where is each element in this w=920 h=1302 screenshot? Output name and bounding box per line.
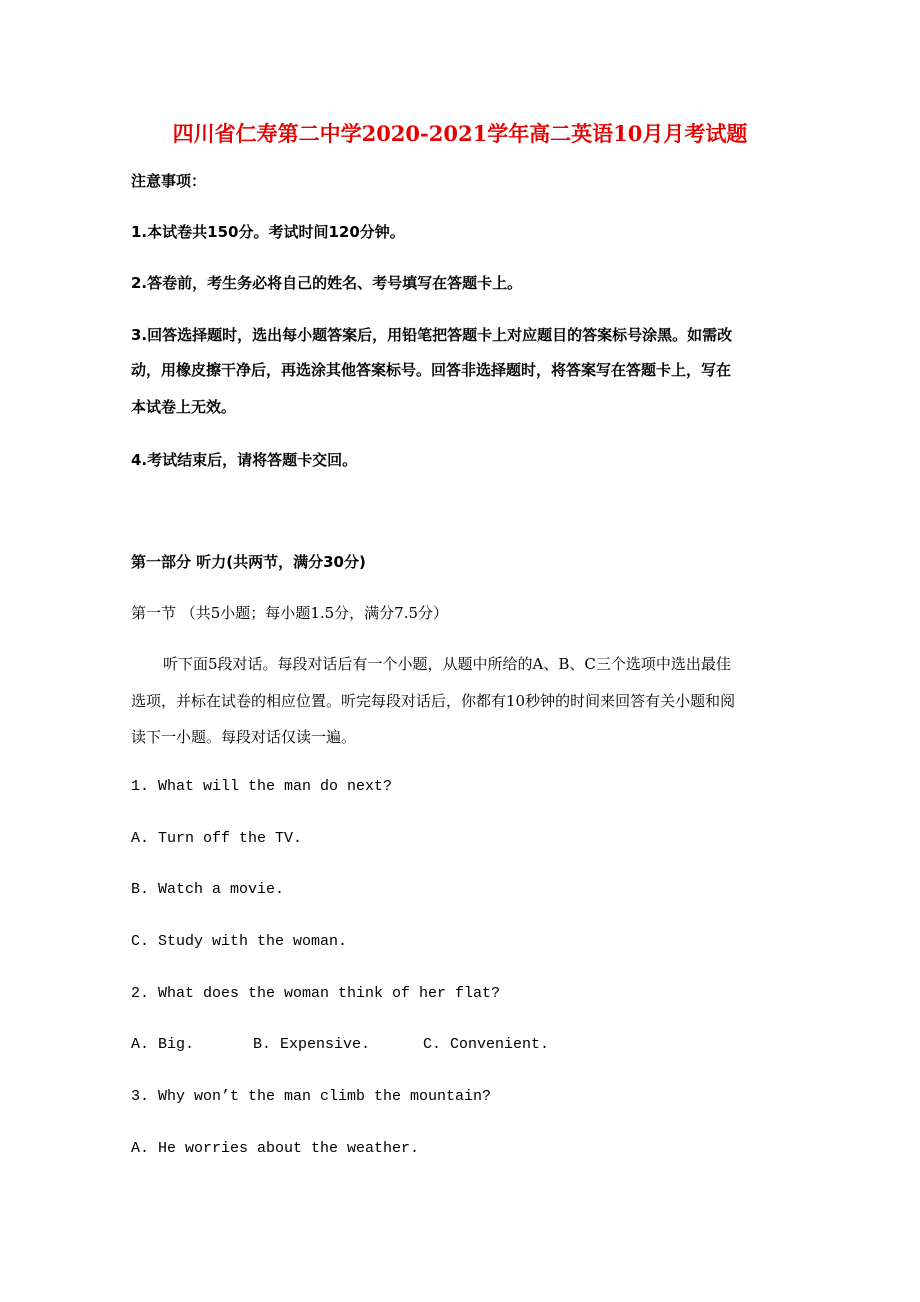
instructions-line-2: 选项，并标在试卷的相应位置。听完每段对话后，你都有10秒钟的时间来回答有关小题和阅	[131, 692, 736, 710]
question-1-option-a: A. Turn off the TV.	[131, 830, 303, 847]
question-2-stem: 2. What does the woman think of her flat?	[131, 985, 501, 1002]
notice-heading: 注意事项：	[131, 172, 207, 190]
notice-item-3-line-2: 动，用橡皮擦干净后，再选涂其他答案标号。回答非选择题时，将答案写在答题卡上，写在	[131, 361, 732, 379]
question-3-stem: 3. Why won’t the man climb the mountain?	[131, 1088, 492, 1105]
instructions-line-3: 读下一小题。每段对话仅读一遍。	[131, 728, 357, 746]
question-2-option-a: A. Big.	[131, 1036, 195, 1053]
section1-heading: 第一节 （共5小题；每小题1.5分，满分7.5分）	[131, 604, 449, 622]
notice-item-3-line-3: 本试卷上无效。	[131, 398, 237, 416]
question-2-option-c: C. Convenient.	[423, 1036, 550, 1053]
question-2-options	[131, 1036, 791, 1053]
notice-item-3-line-1: 3.回答选择题时，选出每小题答案后，用铅笔把答题卡上对应题目的答案标号涂黑。如需改	[131, 326, 733, 344]
part1-heading: 第一部分 听力(共两节，满分30分)	[131, 553, 366, 571]
page-title: 四川省仁寿第二中学2020-2021学年高二英语10月月考试题	[172, 121, 748, 146]
question-2-option-b: B. Expensive.	[253, 1036, 371, 1053]
notice-item-4: 4.考试结束后，请将答题卡交回。	[131, 451, 358, 469]
question-1-option-b: B. Watch a movie.	[131, 881, 285, 898]
question-1-stem: 1. What will the man do next?	[131, 778, 393, 795]
notice-item-1: 1.本试卷共150分。考试时间120分钟。	[131, 223, 405, 241]
question-1-option-c: C. Study with the woman.	[131, 933, 348, 950]
instructions-line-1: 听下面5段对话。每段对话后有一个小题，从题中所给的A、B、C三个选项中选出最佳	[163, 655, 731, 673]
notice-item-2: 2.答卷前，考生务必将自己的姓名、考号填写在答题卡上。	[131, 274, 523, 292]
question-3-option-a: A. He worries about the weather.	[131, 1140, 420, 1157]
